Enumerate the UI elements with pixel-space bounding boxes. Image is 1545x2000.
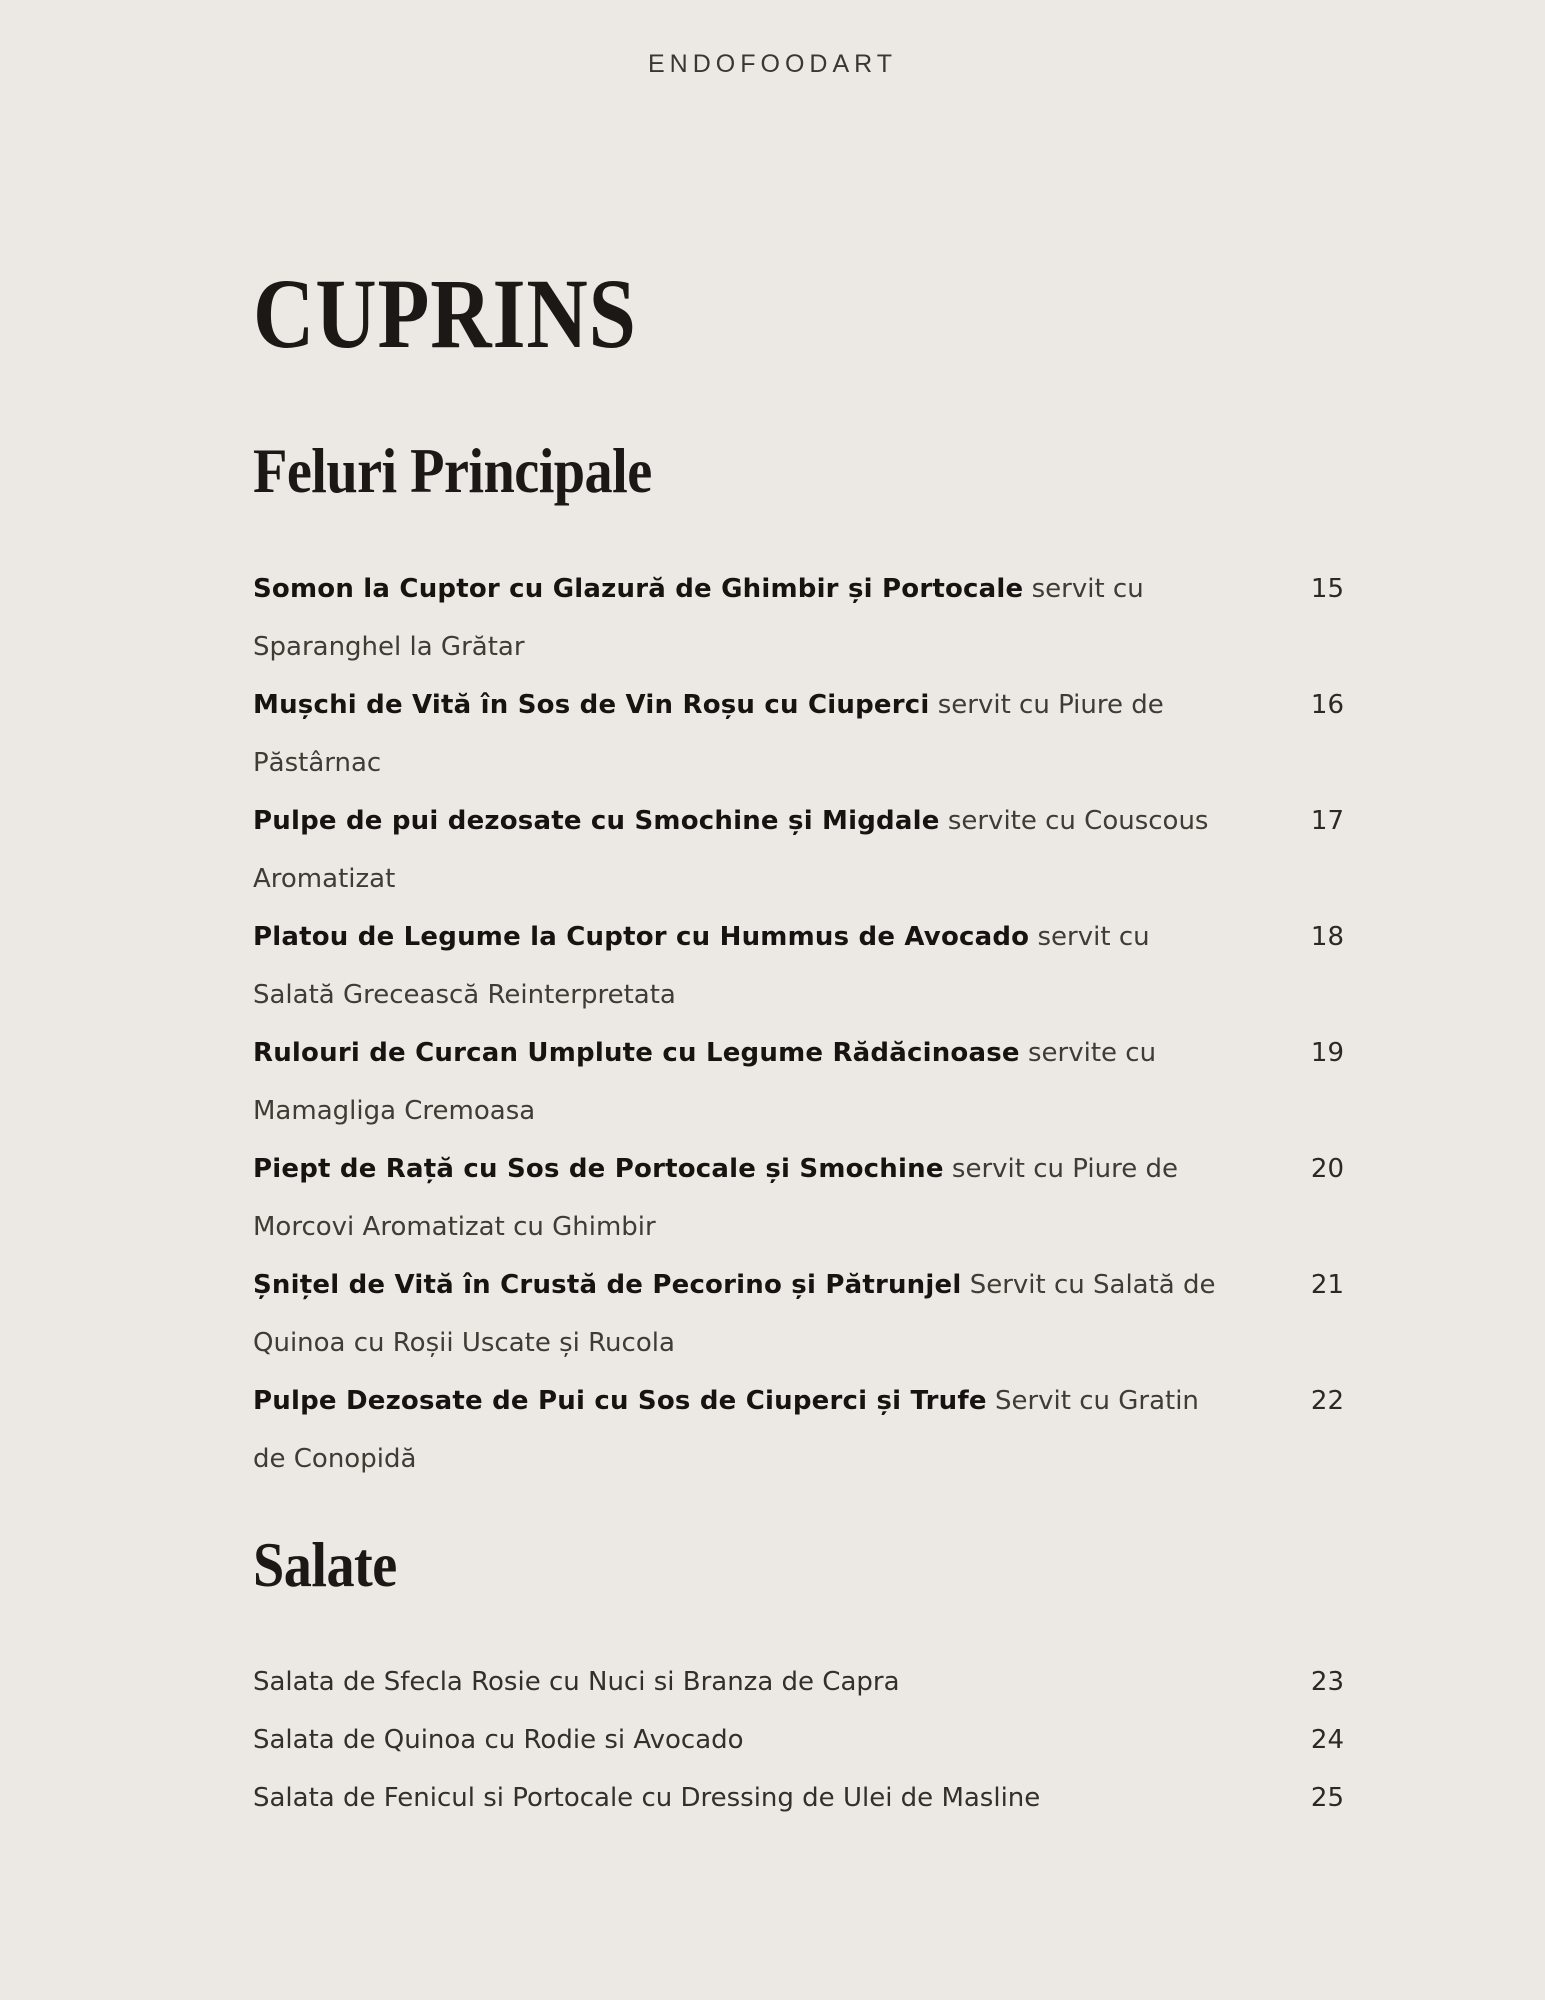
toc-item-line2: Salată Grecească Reinterpretata (253, 979, 676, 1010)
toc-item-title-tail: servit cu (1023, 573, 1144, 604)
toc-item-text (253, 1256, 1273, 1372)
toc-item-title-tail: Servit cu Gratin (986, 1385, 1199, 1416)
toc-item (253, 1711, 1344, 1769)
toc-item (253, 1769, 1344, 1827)
toc-item-line1 (253, 1140, 1273, 1198)
toc-item (253, 1653, 1344, 1711)
toc-item-title-bold: Mușchi de Vită în Sos de Vin Roșu cu Ciuperci (253, 689, 930, 720)
toc-list-feluri-principale (253, 560, 1344, 1488)
toc-item-line1 (253, 1256, 1273, 1314)
toc-item-line1 (253, 676, 1273, 734)
toc-item-text (253, 560, 1273, 676)
toc-item-line1 (253, 560, 1273, 618)
toc-item-line2: de Conopidă (253, 1443, 417, 1474)
toc-item-text: Salata de Sfecla Rosie cu Nuci si Branza de Capra (253, 1667, 900, 1697)
toc-item-line1 (253, 792, 1273, 850)
toc-page-number: 24 (1310, 1725, 1344, 1755)
toc-page-number: 18 (1310, 921, 1344, 952)
toc-item-title-bold: Platou de Legume la Cuptor cu Hummus de Avocado (253, 921, 1030, 952)
toc-page-number: 25 (1310, 1783, 1344, 1813)
toc-item-line2: Quinoa cu Roșii Uscate și Rucola (253, 1327, 675, 1358)
toc-item (253, 1024, 1344, 1140)
toc-item-title-tail: servite cu Couscous (939, 805, 1209, 836)
toc-list-salate (253, 1653, 1344, 1827)
toc-item-text (253, 1024, 1273, 1140)
toc-item (253, 1372, 1344, 1488)
brand-text: ENDOFOODART (648, 50, 897, 78)
toc-page-number: 17 (1310, 805, 1344, 836)
toc-item-text: Salata de Quinoa cu Rodie si Avocado (253, 1725, 744, 1755)
toc-item (253, 560, 1344, 676)
section-heading-feluri-principale: Feluri Principale (253, 435, 652, 506)
toc-item-line2: Sparanghel la Grătar (253, 631, 525, 662)
toc-item-title-bold: Rulouri de Curcan Umplute cu Legume Rădăcinoase (253, 1037, 1020, 1068)
toc-item (253, 908, 1344, 1024)
toc-item-line2: Morcovi Aromatizat cu Ghimbir (253, 1211, 656, 1242)
toc-page-number: 15 (1310, 573, 1344, 604)
toc-item-title-tail: servit cu Piure de (929, 689, 1164, 720)
toc-item-title-bold: Piept de Rață cu Sos de Portocale și Smochine (253, 1153, 944, 1184)
toc-item-title-bold: Pulpe Dezosate de Pui cu Sos de Ciuperci și Trufe (253, 1385, 987, 1416)
toc-item-line1 (253, 1024, 1273, 1082)
toc-item-title-bold: Șnițel de Vită în Crustă de Pecorino și Pătrunjel (253, 1269, 962, 1300)
toc-item-text (253, 676, 1273, 792)
toc-page-number: 19 (1310, 1037, 1344, 1068)
toc-item-line2: Mamagliga Cremoasa (253, 1095, 536, 1126)
toc-item (253, 1256, 1344, 1372)
toc-page-number: 23 (1310, 1667, 1344, 1697)
toc-item-line1 (253, 908, 1273, 966)
toc-item-title-tail: servit cu Piure de (943, 1153, 1178, 1184)
toc-item-text: Salata de Fenicul si Portocale cu Dressing de Ulei de Masline (253, 1783, 1041, 1813)
page-title: CUPRINS (253, 258, 637, 369)
toc-item-title-tail: servit cu (1029, 921, 1150, 952)
section-heading-salate: Salate (253, 1528, 397, 1600)
toc-page-number: 16 (1310, 689, 1344, 720)
toc-item-line2: Aromatizat (253, 863, 396, 894)
toc-item-text (253, 1140, 1273, 1256)
toc-page (0, 259, 1545, 1827)
toc-item-line2: Păstârnac (253, 747, 382, 778)
toc-item-title-tail: servite cu (1019, 1037, 1157, 1068)
toc-item-text (253, 908, 1273, 1024)
toc-item-title-bold: Pulpe de pui dezosate cu Smochine și Migdale (253, 805, 940, 836)
toc-item (253, 1140, 1344, 1256)
toc-item (253, 792, 1344, 908)
toc-page-number: 21 (1310, 1269, 1344, 1300)
toc-item-text (253, 1372, 1273, 1488)
toc-item-title-tail: Servit cu Salată de (961, 1269, 1216, 1300)
toc-page-number: 20 (1310, 1153, 1344, 1184)
toc-item (253, 676, 1344, 792)
toc-item-title-bold: Somon la Cuptor cu Glazură de Ghimbir și Portocale (253, 573, 1024, 604)
toc-page-number: 22 (1310, 1385, 1344, 1416)
toc-item-line1 (253, 1372, 1273, 1430)
toc-item-text (253, 792, 1273, 908)
